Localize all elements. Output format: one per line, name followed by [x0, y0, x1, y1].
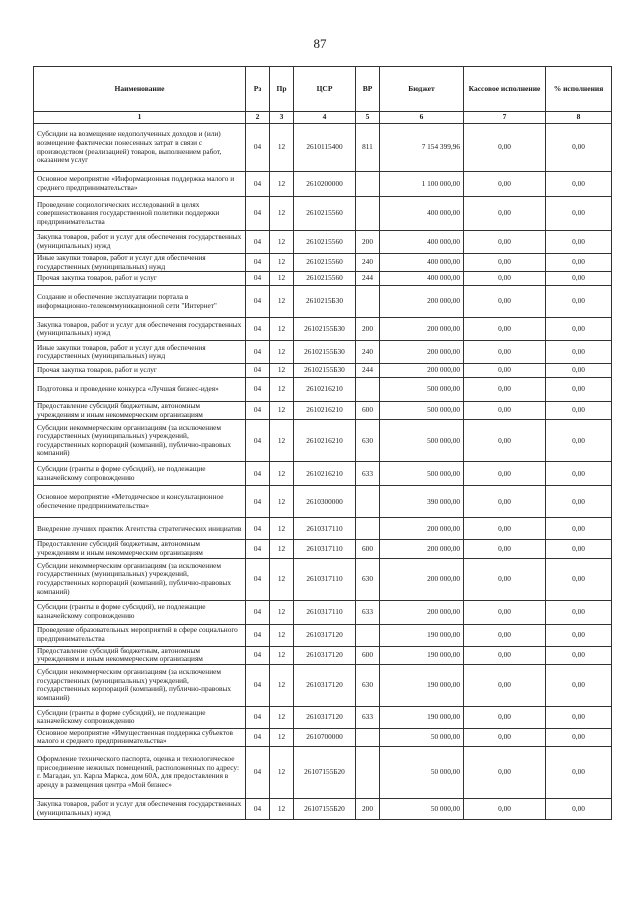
table-row [34, 286, 612, 318]
row-cash: 0,00 [464, 706, 546, 728]
row-pct: 0,00 [546, 558, 612, 600]
row-name: Субсидии (гранты в форме субсидий), не подлежащие казначейскому сопровождению [34, 600, 246, 624]
row-budget: 500 000,00 [380, 402, 464, 420]
row-vr [356, 172, 380, 197]
row-cash: 0,00 [464, 231, 546, 254]
row-pct: 0,00 [546, 518, 612, 540]
row-rz: 04 [246, 286, 270, 318]
row-cash: 0,00 [464, 462, 546, 486]
row-name: Закупка товаров, работ и услуг для обеспечения государственных (муниципальных) нужд [34, 231, 246, 254]
row-vr: 200 [356, 318, 380, 341]
row-vr: 244 [356, 364, 380, 378]
row-budget: 7 154 399,96 [380, 124, 464, 172]
row-vr: 630 [356, 420, 380, 462]
row-cash: 0,00 [464, 286, 546, 318]
row-budget: 390 000,00 [380, 486, 464, 518]
row-csr: 2610317120 [294, 624, 356, 646]
row-pct: 0,00 [546, 646, 612, 664]
row-rz: 04 [246, 518, 270, 540]
row-pr: 12 [270, 124, 294, 172]
row-rz: 04 [246, 624, 270, 646]
row-pct: 0,00 [546, 664, 612, 706]
row-name: Субсидии некоммерческим организациям (за исключением государственных (муниципальных) учреждений, государственных корпораций (компаний), публично-правовых компаний) [34, 558, 246, 600]
row-csr: 2610215560 [294, 272, 356, 286]
row-name: Подготовка и проведение конкурса «Лучшая бизнес-идея» [34, 378, 246, 402]
row-pr: 12 [270, 402, 294, 420]
row-budget: 200 000,00 [380, 558, 464, 600]
row-rz: 04 [246, 231, 270, 254]
column-number: 8 [546, 112, 612, 124]
row-vr [356, 624, 380, 646]
row-name: Оформление технического паспорта, оценка и технологическое присоединение нежилых помещений, расположенных по адресу: г. Магадан, ул. Карла Маркса, дом 60А, для предоставления в аренду в размещения центра «Мой бизнес» [34, 746, 246, 798]
row-pct: 0,00 [546, 486, 612, 518]
row-name: Закупка товаров, работ и услуг для обеспечения государственных (муниципальных) нужд [34, 798, 246, 819]
row-rz: 04 [246, 706, 270, 728]
row-name: Внедрение лучших практик Агентства стратегических инициатив [34, 518, 246, 540]
row-pct: 0,00 [546, 600, 612, 624]
row-budget: 400 000,00 [380, 197, 464, 231]
row-csr: 2610215560 [294, 231, 356, 254]
row-cash: 0,00 [464, 746, 546, 798]
column-number: 3 [270, 112, 294, 124]
row-pr: 12 [270, 518, 294, 540]
row-budget: 200 000,00 [380, 364, 464, 378]
row-budget: 500 000,00 [380, 378, 464, 402]
row-cash: 0,00 [464, 364, 546, 378]
row-pr: 12 [270, 706, 294, 728]
row-pr: 12 [270, 378, 294, 402]
row-csr: 2610200000 [294, 172, 356, 197]
table-row [34, 624, 612, 646]
column-number: 4 [294, 112, 356, 124]
row-budget: 500 000,00 [380, 420, 464, 462]
table-row [34, 341, 612, 364]
row-vr: 630 [356, 558, 380, 600]
row-name: Основное мероприятие «Методическое и консультационное обеспечение предпринимательства» [34, 486, 246, 518]
row-pct: 0,00 [546, 341, 612, 364]
header-vr: ВР [356, 67, 380, 112]
row-pr: 12 [270, 664, 294, 706]
row-csr: 2610215Б30 [294, 286, 356, 318]
row-name: Предоставление субсидий бюджетным, автономным учреждениям и иным некоммерческим организациям [34, 646, 246, 664]
row-cash: 0,00 [464, 646, 546, 664]
row-budget: 50 000,00 [380, 746, 464, 798]
row-name: Закупка товаров, работ и услуг для обеспечения государственных (муниципальных) нужд [34, 318, 246, 341]
row-rz: 04 [246, 746, 270, 798]
row-name: Основное мероприятие «Информационная поддержка малого и среднего предпринимательства» [34, 172, 246, 197]
row-pr: 12 [270, 558, 294, 600]
row-rz: 04 [246, 378, 270, 402]
row-name: Иные закупки товаров, работ и услуг для обеспечения государственных (муниципальных) нужд [34, 341, 246, 364]
table-row [34, 124, 612, 172]
row-rz: 04 [246, 462, 270, 486]
row-rz: 04 [246, 420, 270, 462]
row-pr: 12 [270, 341, 294, 364]
row-budget: 200 000,00 [380, 518, 464, 540]
row-name: Субсидии некоммерческим организациям (за исключением государственных (муниципальных) учреждений, государственных корпораций (компаний), публично-правовых компаний) [34, 664, 246, 706]
row-vr: 630 [356, 664, 380, 706]
row-cash: 0,00 [464, 728, 546, 746]
column-number: 2 [246, 112, 270, 124]
row-csr: 2610317120 [294, 706, 356, 728]
row-vr: 633 [356, 600, 380, 624]
row-budget: 190 000,00 [380, 646, 464, 664]
row-cash: 0,00 [464, 420, 546, 462]
row-csr: 2610216210 [294, 462, 356, 486]
row-cash: 0,00 [464, 540, 546, 558]
row-name: Субсидии некоммерческим организациям (за исключением государственных (муниципальных) учреждений, государственных корпораций (компаний), публично-правовых компаний) [34, 420, 246, 462]
table-row [34, 664, 612, 706]
header-row [34, 67, 612, 112]
row-vr [356, 728, 380, 746]
row-pr: 12 [270, 486, 294, 518]
header-cash: Кассовое исполнение [464, 67, 546, 112]
table-row [34, 364, 612, 378]
row-budget: 200 000,00 [380, 341, 464, 364]
table-row [34, 706, 612, 728]
row-pct: 0,00 [546, 364, 612, 378]
table-row [34, 728, 612, 746]
row-pct: 0,00 [546, 798, 612, 819]
row-cash: 0,00 [464, 254, 546, 272]
row-pct: 0,00 [546, 254, 612, 272]
row-vr: 240 [356, 254, 380, 272]
row-budget: 50 000,00 [380, 728, 464, 746]
row-csr: 2610317120 [294, 646, 356, 664]
row-pr: 12 [270, 600, 294, 624]
table-row [34, 197, 612, 231]
row-name: Прочая закупка товаров, работ и услуг [34, 364, 246, 378]
row-cash: 0,00 [464, 798, 546, 819]
header-rz: Рз [246, 67, 270, 112]
row-rz: 04 [246, 272, 270, 286]
row-vr [356, 378, 380, 402]
table-body [34, 124, 612, 820]
row-cash: 0,00 [464, 197, 546, 231]
row-name: Иные закупки товаров, работ и услуг для обеспечения государственных (муниципальных) нужд [34, 254, 246, 272]
table-row [34, 486, 612, 518]
row-pr: 12 [270, 746, 294, 798]
row-cash: 0,00 [464, 486, 546, 518]
row-name: Проведение социологических исследований в целях совершенствования государственной политики поддержки предпринимательства [34, 197, 246, 231]
row-cash: 0,00 [464, 402, 546, 420]
row-csr: 2610317110 [294, 558, 356, 600]
row-cash: 0,00 [464, 172, 546, 197]
row-pct: 0,00 [546, 272, 612, 286]
column-number: 7 [464, 112, 546, 124]
row-rz: 04 [246, 728, 270, 746]
row-cash: 0,00 [464, 518, 546, 540]
row-vr [356, 518, 380, 540]
row-budget: 200 000,00 [380, 318, 464, 341]
row-pr: 12 [270, 624, 294, 646]
row-pr: 12 [270, 420, 294, 462]
row-name: Прочая закупка товаров, работ и услуг [34, 272, 246, 286]
column-number-row [34, 112, 612, 124]
row-vr: 240 [356, 341, 380, 364]
row-pr: 12 [270, 172, 294, 197]
row-vr [356, 286, 380, 318]
row-name: Создание и обеспечение эксплуатации портала в информационно-телекоммуникационной сети "Интернет" [34, 286, 246, 318]
row-pct: 0,00 [546, 124, 612, 172]
table-row [34, 254, 612, 272]
header-csr: ЦСР [294, 67, 356, 112]
row-csr: 2610215560 [294, 254, 356, 272]
row-csr: 2610700000 [294, 728, 356, 746]
column-number: 1 [34, 112, 246, 124]
row-name: Проведение образовательных мероприятий в сфере социального предпринимательства [34, 624, 246, 646]
column-number: 5 [356, 112, 380, 124]
row-name: Предоставление субсидий бюджетным, автономным учреждениям и иным некоммерческим организациям [34, 540, 246, 558]
row-cash: 0,00 [464, 272, 546, 286]
header-pr: Пр [270, 67, 294, 112]
table-row [34, 540, 612, 558]
row-csr: 26102155Б30 [294, 341, 356, 364]
row-pct: 0,00 [546, 197, 612, 231]
row-csr: 2610317110 [294, 518, 356, 540]
row-pct: 0,00 [546, 540, 612, 558]
row-csr: 26107155Б20 [294, 746, 356, 798]
row-pct: 0,00 [546, 402, 612, 420]
row-rz: 04 [246, 664, 270, 706]
table-row [34, 272, 612, 286]
row-pr: 12 [270, 728, 294, 746]
row-name: Основное мероприятие «Имущественная поддержка субъектов малого и среднего предпринимательства» [34, 728, 246, 746]
row-rz: 04 [246, 318, 270, 341]
row-cash: 0,00 [464, 124, 546, 172]
row-pct: 0,00 [546, 231, 612, 254]
row-cash: 0,00 [464, 378, 546, 402]
row-vr [356, 197, 380, 231]
row-rz: 04 [246, 197, 270, 231]
row-rz: 04 [246, 124, 270, 172]
row-name: Субсидии на возмещение недополученных доходов и (или) возмещение фактически понесенных затрат в связи с производством (реализацией) товаров, выполнением работ, оказанием услуг [34, 124, 246, 172]
row-pr: 12 [270, 286, 294, 318]
row-pct: 0,00 [546, 420, 612, 462]
header-name: Наименование [34, 67, 246, 112]
row-vr: 633 [356, 462, 380, 486]
row-budget: 1 100 000,00 [380, 172, 464, 197]
row-pct: 0,00 [546, 286, 612, 318]
row-rz: 04 [246, 600, 270, 624]
row-budget: 200 000,00 [380, 600, 464, 624]
row-pr: 12 [270, 272, 294, 286]
row-vr: 600 [356, 402, 380, 420]
row-csr: 2610317110 [294, 600, 356, 624]
header-budget: Бюджет [380, 67, 464, 112]
row-rz: 04 [246, 486, 270, 518]
row-rz: 04 [246, 558, 270, 600]
row-budget: 400 000,00 [380, 272, 464, 286]
row-csr: 2610300000 [294, 486, 356, 518]
row-pct: 0,00 [546, 318, 612, 341]
row-budget: 200 000,00 [380, 286, 464, 318]
row-pct: 0,00 [546, 706, 612, 728]
table-row [34, 462, 612, 486]
row-budget: 500 000,00 [380, 462, 464, 486]
row-csr: 26107155Б20 [294, 798, 356, 819]
row-rz: 04 [246, 341, 270, 364]
table-row [34, 172, 612, 197]
row-pr: 12 [270, 646, 294, 664]
column-number: 6 [380, 112, 464, 124]
row-rz: 04 [246, 798, 270, 819]
row-cash: 0,00 [464, 664, 546, 706]
table-row [34, 318, 612, 341]
table-row [34, 420, 612, 462]
header-pct: % исполнения [546, 67, 612, 112]
row-vr: 600 [356, 540, 380, 558]
row-csr: 2610216210 [294, 378, 356, 402]
row-cash: 0,00 [464, 624, 546, 646]
row-rz: 04 [246, 646, 270, 664]
row-rz: 04 [246, 364, 270, 378]
row-pct: 0,00 [546, 728, 612, 746]
row-budget: 50 000,00 [380, 798, 464, 819]
table-row [34, 558, 612, 600]
row-vr: 200 [356, 231, 380, 254]
row-vr: 600 [356, 646, 380, 664]
table-row [34, 798, 612, 819]
row-budget: 200 000,00 [380, 540, 464, 558]
row-budget: 190 000,00 [380, 664, 464, 706]
row-pr: 12 [270, 540, 294, 558]
table-row [34, 746, 612, 798]
row-pct: 0,00 [546, 624, 612, 646]
row-csr: 2610215560 [294, 197, 356, 231]
row-vr: 244 [356, 272, 380, 286]
row-budget: 400 000,00 [380, 231, 464, 254]
row-cash: 0,00 [464, 318, 546, 341]
row-cash: 0,00 [464, 341, 546, 364]
table-row [34, 402, 612, 420]
row-budget: 190 000,00 [380, 624, 464, 646]
row-vr: 633 [356, 706, 380, 728]
row-cash: 0,00 [464, 600, 546, 624]
row-name: Субсидии (гранты в форме субсидий), не подлежащие казначейскому сопровождению [34, 706, 246, 728]
row-budget: 190 000,00 [380, 706, 464, 728]
row-pr: 12 [270, 197, 294, 231]
page-number: 87 [313, 36, 327, 51]
table-row [34, 600, 612, 624]
row-rz: 04 [246, 254, 270, 272]
row-csr: 2610115400 [294, 124, 356, 172]
row-pr: 12 [270, 364, 294, 378]
row-pct: 0,00 [546, 462, 612, 486]
row-csr: 2610317110 [294, 540, 356, 558]
row-rz: 04 [246, 402, 270, 420]
row-rz: 04 [246, 540, 270, 558]
row-pct: 0,00 [546, 378, 612, 402]
row-pr: 12 [270, 318, 294, 341]
row-vr [356, 746, 380, 798]
budget-table [33, 66, 612, 820]
row-vr: 200 [356, 798, 380, 819]
table-row [34, 518, 612, 540]
row-csr: 2610216210 [294, 402, 356, 420]
row-csr: 2610317120 [294, 664, 356, 706]
row-vr [356, 486, 380, 518]
row-pct: 0,00 [546, 746, 612, 798]
row-pr: 12 [270, 254, 294, 272]
row-csr: 26102155Б30 [294, 318, 356, 341]
row-pr: 12 [270, 231, 294, 254]
row-name: Предоставление субсидий бюджетным, автономным учреждениям и иным некоммерческим организациям [34, 402, 246, 420]
row-vr: 811 [356, 124, 380, 172]
table-row [34, 378, 612, 402]
row-csr: 26102155Б30 [294, 364, 356, 378]
row-pr: 12 [270, 798, 294, 819]
row-cash: 0,00 [464, 558, 546, 600]
row-name: Субсидии (гранты в форме субсидий), не подлежащие казначейскому сопровождению [34, 462, 246, 486]
row-budget: 400 000,00 [380, 254, 464, 272]
row-csr: 2610216210 [294, 420, 356, 462]
row-rz: 04 [246, 172, 270, 197]
row-pr: 12 [270, 462, 294, 486]
table-row [34, 646, 612, 664]
row-pct: 0,00 [546, 172, 612, 197]
table-row [34, 231, 612, 254]
